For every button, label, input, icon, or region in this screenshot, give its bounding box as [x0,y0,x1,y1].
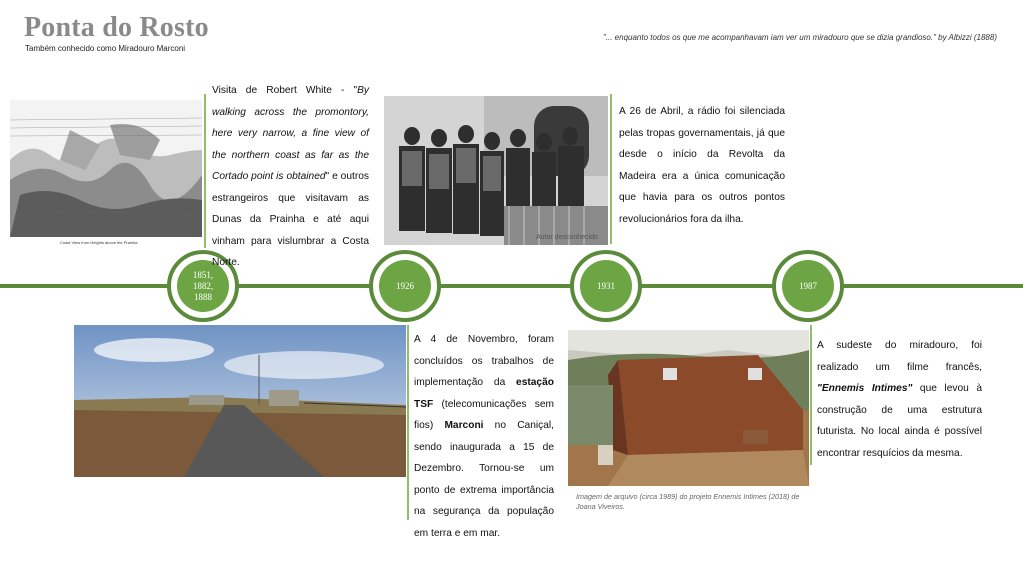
photo-credit: Autor desconhecido [536,234,598,241]
entry-1926-text: A 4 de Novembro, foram concluídos os trabalhos de implementação da estação TSF (telecomunicações sem fios) Marconi no Caniçal, sendo inaugurada a 15 de Dezembro. Tornou-se um ponto de extrema importância na segurança da população em terra e em mar. [414,334,554,539]
page-subtitle: Também conhecido como Miradouro Marconi [25,44,186,53]
structure-caption: Imagem de arquivo (circa 1989) do projeto Ennemis Intimes (2018) de Joana Viveiros. [576,492,800,511]
node-label: 1851, 1882, 1888 [192,269,214,302]
entry-divider [407,325,409,520]
node-label: 1926 [396,280,414,291]
timeline-node-1931 [570,250,642,322]
node-label: 1987 [799,280,817,291]
entry-divider [810,325,812,465]
entry-1987-text: A sudeste do miradouro, foi realizado um filme francês, "Ennemis Intimes" que levou à construção de uma estrutura futurista. No local ainda é possível encontrar resquícios da mesma. [817,340,982,459]
entry-1851-text: Visita de Robert White - "By walking across the promontory, here very narrow, a fine view of the northern coast as far as the Cortado point is obtained" e outros estrangeiros que visitavam as Dunas da Prainha e até aqui vinham para vislumbrar a Costa Norte. [212,85,369,268]
soldiers-photo [384,96,608,245]
structure-photo [568,330,809,486]
engraving-image [10,100,202,237]
entry-divider [204,94,206,248]
node-label: 1931 [597,280,615,291]
road-photo [74,325,406,477]
engraving-caption: Coast View from Heights above the Prainha [60,240,138,245]
timeline-node-1987 [772,250,844,322]
header-quote: "... enquanto todos os que me acompanhavam iam ver um miradouro que se dizia grandioso." by Albizzi (1888) [602,33,997,42]
entry-1931-text: A 26 de Abril, a rádio foi silenciada pelas tropas governamentais, já que desde o início da Revolta da Madeira era a única comunicação que havia para os outros pontos revolucionários fora da ilha. [619,106,785,225]
entry-divider [610,94,612,244]
timeline-line [0,284,1023,288]
page-title: Ponta do Rosto [24,12,209,43]
timeline-node-1926 [369,250,441,322]
